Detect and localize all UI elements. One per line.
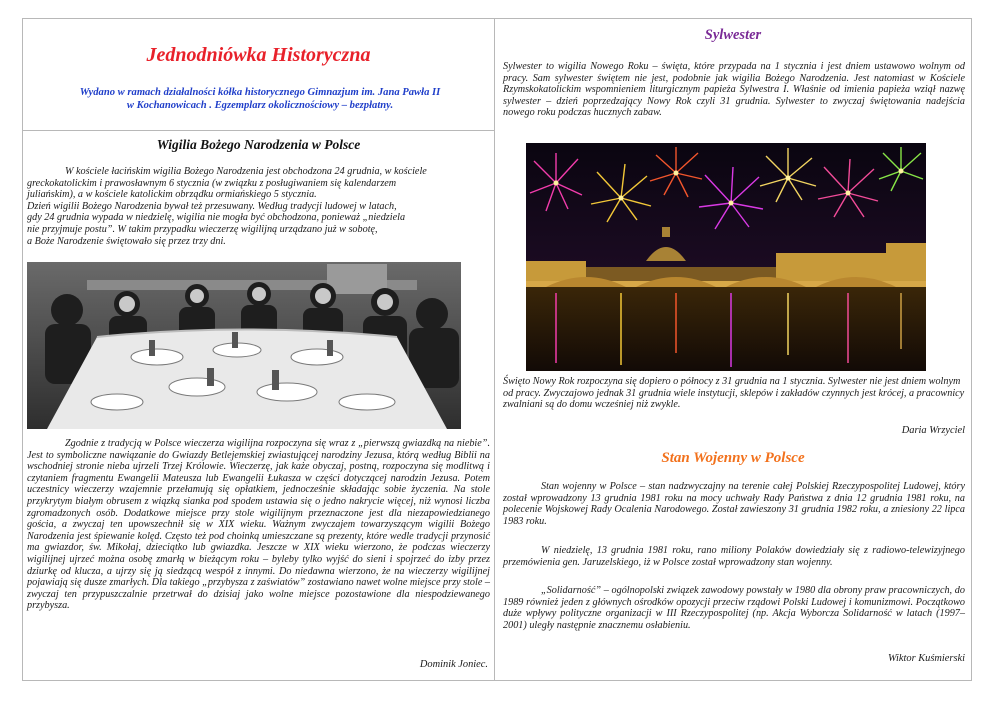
author-daria: Daria Wrzyciel xyxy=(901,425,965,436)
intro-line: nie przyjmuje postu”. W takim przypadku wieczerzę wigilijną urządzano już w sobotę, xyxy=(27,223,378,235)
newsletter-subtitle xyxy=(40,86,480,112)
section-title-stan-wojenny: Stan Wojenny w Polsce xyxy=(661,450,805,466)
header-box xyxy=(22,18,495,131)
author-dominik: Dominik Joniec. xyxy=(419,659,488,670)
intro-line: greckokatolickim i prawosławnym 6 stycznia (w związku z posługiwaniem się kalendarzem xyxy=(27,177,397,189)
section-title-sylwester: Sylwester xyxy=(704,27,762,43)
fireworks-photo xyxy=(526,143,926,371)
intro-line: gdy 24 grudnia wypada w niedzielę, wigilia nie mogła być obchodzona, ponieważ „niedziela xyxy=(27,212,406,224)
wigilia-dinner-photo xyxy=(27,262,461,429)
subtitle-line-1: Wydano w ramach działalności kółka historycznego Gimnazjum im. Jana Pawła II xyxy=(79,87,441,98)
subtitle-line-2: w Kochanowicach . Egzemplarz okolicznościowy – bezpłatny. xyxy=(126,100,394,111)
wigilia-body: Zgodnie z tradycją w Polsce wieczerza wigilijna rozpoczyna się wraz z „pierwszą gwiazdką na niebie”. Jest to symboliczne nawiązanie do Gwiazdy Betlejemskiej zwiastującej narodziny Jezusa, którą według Biblii na wschodniej stronie nieba ujrzeli Trzej Królowie. Wieczerzę, jak każe obyczaj, postną, rozpoczyna się modlitwą i czytaniem fragmentu Ewangelii Mateusza lub Ewangelii Łukasza w części dotyczącej narodzin Jezusa. Potem uczestnicy wieczerzy wzajemnie przełamują się opłatkiem, jednocześnie składając sobie życzenia. Na stole przykrytym białym obrusem z wiązką sianka pod spodem ustawia się o jedno nakrycie więcej, niż wynosi liczba zgromadzonych osób. Dodatkowe miejsce przy stole wigilijnym przeznaczone jest dla niezapowiedzianego gościa, a zwyczaj ten upowszechnił się w XIX wieku. Ważnym zwyczajem towarzyszącym wigilii Bożego Narodzenia jest śpiewanie kolęd. Często też pod choinką umieszczane są prezenty, które wedle tradycji przynosić ma gwiazdor, św. Mikołaj, dzieciątko lub gwiazdka. Jeszcze w XIX wieku wierzono, że podczas wieczerzy wigilijnej ujrzeć można osobę zmarłą w bieżącym roku – byleby tylko wyjść do sieni i spojrzeć do izby przez dziurkę od klucza, a ujrzy się ją siedzącą wespół z innymi. Do niedawna wierzono, że na wieczerzy wigilijnej pojawiają się dusze zmarłych. Dla takiego „przybysza z zaświatów” zostawiano nawet wolne miejsce przy stole – zwyczaj ten przypuszczalnie przetrwał do dzisiaj jako wolne miejsce pozostawione dla niespodziewanego przybysza. xyxy=(27,438,490,612)
section-title-wigilia: Wigilia Bożego Narodzenia w Polsce xyxy=(156,137,361,152)
stan-wojenny-p1: Stan wojenny w Polsce – stan nadzwyczajny na terenie całej Polskiej Rzeczypospolitej Ludowej, który został wprowadzony 13 grudnia 1981 roku na mocy uchwały Rady Państwa z dnia 12 grudnia 1981 roku, na polecenie Wojskowej Rady Ocalenia Narodowego. Został zawieszony 31 grudnia 1982 roku, a zniesiony 22 lipca 1983 roku. xyxy=(503,481,965,527)
stan-wojenny-p2: W niedzielę, 13 grudnia 1981 roku, rano miliony Polaków dowiedziały się z radiowo-telewizyjnego przemówienia gen. Jaruzelskiego, iż w Polsce został wprowadzony stan wojenny. xyxy=(503,545,965,568)
intro-line: a Boże Narodzenie świętowało się przez trzy dni. xyxy=(27,235,226,247)
intro-line: juliańskim), a w kościele katolickim obrządku ormiańskiego 5 stycznia. xyxy=(27,189,317,201)
intro-line: W kościele łacińskim wigilia Bożego Narodzenia jest obchodzona 24 grudnia, w kościele xyxy=(65,166,427,177)
sylwester-body: Sylwester to wigilia Nowego Roku – święta, które przypada na 1 stycznia i jest dniem ustawowo wolnym od pracy. Sam sylwester świętem nie jest, podobnie jak wigilia Bożego Narodzenia. Jest natomiast w Kościele Rzymskokatolickim wspomnieniem liturgicznym papieża Sylwestra I. Właśnie od imienia papieża wziął nazwę sylwester – dzień poprzedzający Nowy Rok czyli 31 grudnia. Sylwester to zwyczaj świętowania nadejścia nowego roku podczas hucznych zabaw. xyxy=(503,61,965,119)
wigilia-intro xyxy=(27,166,489,247)
stan-wojenny-p3: „Solidarność” – ogólnopolski związek zawodowy powstały w 1980 dla obrony praw pracowniczych, do 1989 również jeden z głównych ośrodków opozycji przeciw rządowi Polski Ludowej i komunizmowi. Początkowo duże wpływy polityczne organizacji w III Rzeczypospolitej (np. Akcja Wyborcza Solidarność w latach (1997–2001) uległy następnie znacznemu osłabieniu. xyxy=(503,585,965,631)
newsletter-title: Jednodniówka Historyczna xyxy=(146,44,371,66)
sylwester-caption: Święto Nowy Rok rozpoczyna się dopiero o północy z 31 grudnia na 1 stycznia. Sylwester nie jest dniem wolnym od pracy. Zwyczajowo jednak 31 grudnia wiele instytucji, sklepów i zakładów czynnych jest krócej, a pracownicy zwalniani są do domu wcześniej niż zwykle. xyxy=(503,376,965,411)
intro-line: Dzień wigilii Bożego Narodzenia bywał też przesuwany. Według tradycji ludowej w latach, xyxy=(27,200,397,212)
author-wiktor: Wiktor Kuśmierski xyxy=(887,653,965,664)
